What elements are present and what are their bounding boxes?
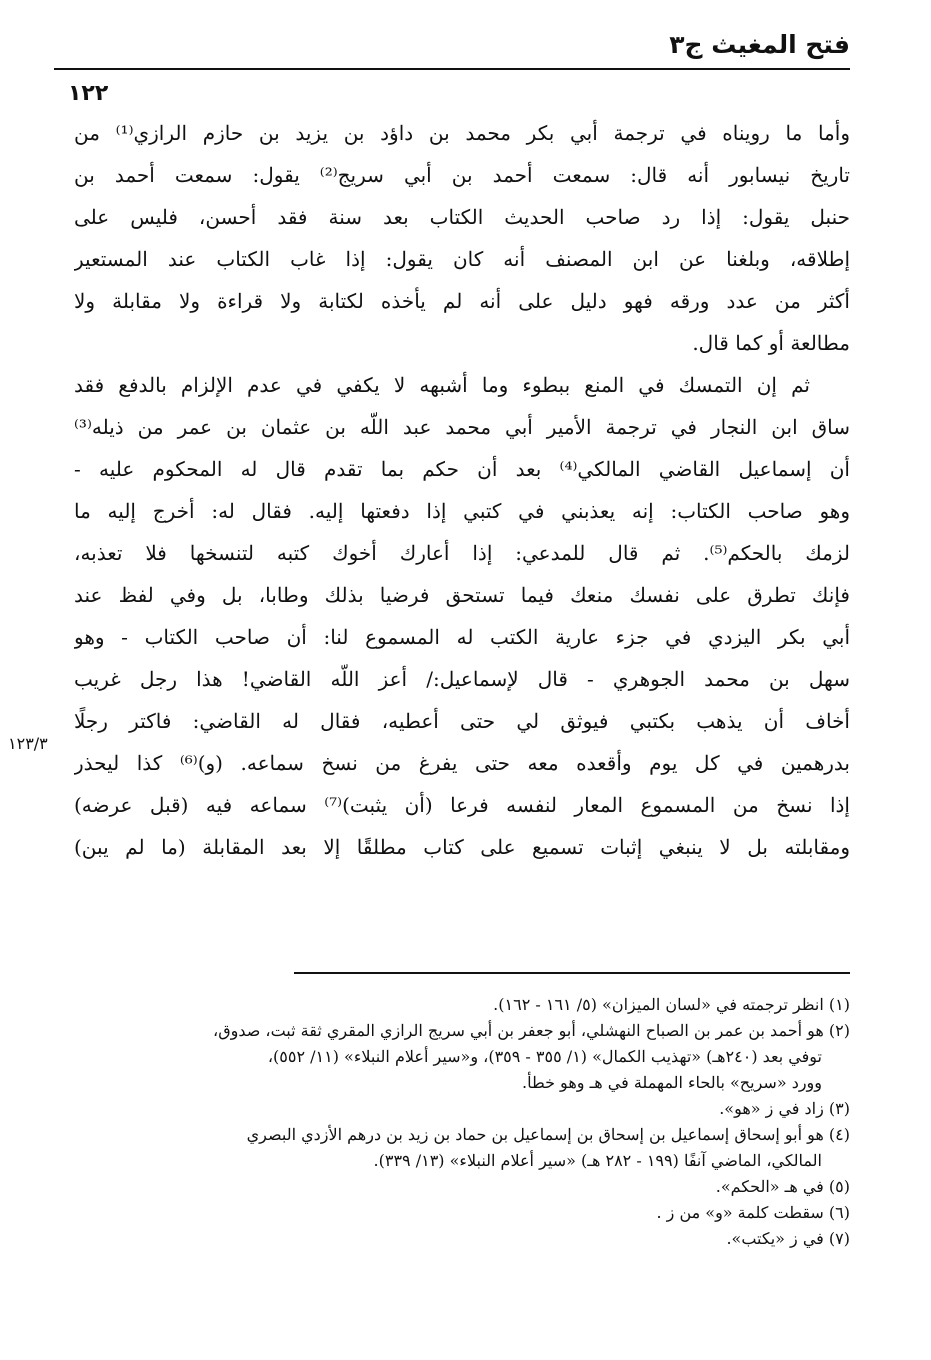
marginal-page-reference: ١٢٣/٣: [8, 734, 48, 753]
text-line: إذا نسخ من المسموع المعار لنفسه فرعا (أن يثبت)⁽⁷⁾ سماعه فيه (قبل عرضه): [74, 793, 850, 817]
text-line: وأما ما رويناه في ترجمة أبي بكر محمد بن داؤد بن يزيد بن حازم الرازي⁽¹⁾ من: [74, 121, 850, 145]
text-line: سهل بن محمد الجوهري - قال لإسماعيل:/ أعز اللّه القاضي! هذا رجل غريب: [74, 667, 850, 691]
text-line: لزمك بالحكم⁽⁵⁾. ثم قال للمدعي: إذا أعارك أخوك كتبه لتنسخها فلا تعذبه،: [74, 541, 850, 565]
main-text: [74, 112, 850, 868]
footnotes: [54, 992, 850, 1252]
footnote-continuation: وورد «سريح» بالحاء المهملة في هـ وهو خطأ.: [521, 1073, 822, 1092]
footnote-continuation: المالكي، الماضي آنفًا (١٩٩ - ٢٨٢ هـ) «سير أعلام النبلاء» (١٣/ ٣٣٩).: [373, 1151, 822, 1170]
footnote: (٥) في هـ «الحكم».: [715, 1177, 850, 1196]
text-line: أبي بكر اليزدي في جزء عارية الكتب له المسموع لنا: أن صاحب الكتاب - وهو: [74, 625, 850, 649]
text-line: حنبل يقول: إذا رد صاحب الحديث الكتاب بعد سنة فقد أحسن، فليس على: [74, 205, 850, 229]
text-line: وهو صاحب الكتاب: إنه يعذبني في كتبي إذا دفعتها إليه. فقال له: أخرج إليه ما: [74, 499, 850, 523]
footnote: (٧) في ز «يكتب».: [726, 1229, 850, 1248]
text-line: أن إسماعيل القاضي المالكي⁽⁴⁾ بعد أن حكم بما تقدم قال له المحكوم عليه -: [74, 457, 850, 481]
text-line: ساق ابن النجار في ترجمة الأمير أبي محمد عبد اللّه بن عثمان بن عمر من ذيله⁽³⁾: [74, 415, 850, 439]
text-line: فإنك تطرق على نفسك منعك فيما تستحق فرضيا بذلك وطابا، بل وفي لفظ عند: [74, 583, 850, 607]
footnote: (٢) هو أحمد بن عمر بن الصباح النهشلي، أبو جعفر بن أبي سريج الرازي المقري ثقة ثبت، صدوق،: [213, 1021, 850, 1040]
text-line: ومقابلته بل لا ينبغي إثبات تسميع على كتاب مطلقًا إلا بعد المقابلة (ما لم يبن): [74, 835, 850, 859]
footnote: (١) انظر ترجمته في «لسان الميزان» (٥/ ١٦١ - ١٦٢).: [493, 995, 850, 1014]
text-line: مطالعة أو كما قال.: [692, 331, 850, 355]
text-line: ثم إن التمسك في المنع ببطوء وما أشبهه لا يكفي في عدم الإلزام بالدفع فقد: [74, 373, 810, 397]
text-line: أخاف أن يذهب بكتبي فيوثق لي حتى أعطيه، فقال له القاضي: فاكتر رجلًا: [74, 709, 850, 733]
text-line: أكثر من عدد ورقه فهو دليل على أنه لم يأخذه لكتابة ولا قراءة ولا مقابلة ولا: [74, 289, 850, 313]
text-line: بدرهمين في كل يوم وأقعده معه حتى يفرغ من نسخ سماعه. (و)⁽⁶⁾ كذا ليحذر: [74, 751, 850, 775]
text-line: تاريخ نيسابور أنه قال: سمعت أحمد بن أبي سريج⁽²⁾ يقول: سمعت أحمد بن: [74, 163, 850, 187]
header-rule: [54, 68, 850, 70]
footnote-continuation: توفي بعد (٢٤٠هـ) «تهذيب الكمال» (١/ ٣٥٥ - ٣٥٩)، و«سير أعلام النبلاء» (١١/ ٥٥٢)،: [267, 1047, 822, 1066]
book-title: فتح المغيث ج٣: [669, 30, 850, 59]
footnote: (٦) سقطت كلمة «و» من ز .: [656, 1203, 850, 1222]
page-number: ١٢٢: [54, 84, 122, 104]
page-header: [54, 24, 850, 106]
text-line: إطلاقه، وبلغنا عن ابن المصنف أنه كان يقول: إذا غاب الكتاب عند المستعير: [74, 247, 850, 271]
footnote: (٣) زاد في ز «هو».: [719, 1099, 850, 1118]
footnote: (٤) هو أبو إسحاق إسماعيل بن إسحاق بن إسماعيل بن حماد بن زيد بن درهم الأزدي البصري: [246, 1125, 850, 1144]
footnote-separator: [294, 972, 850, 974]
